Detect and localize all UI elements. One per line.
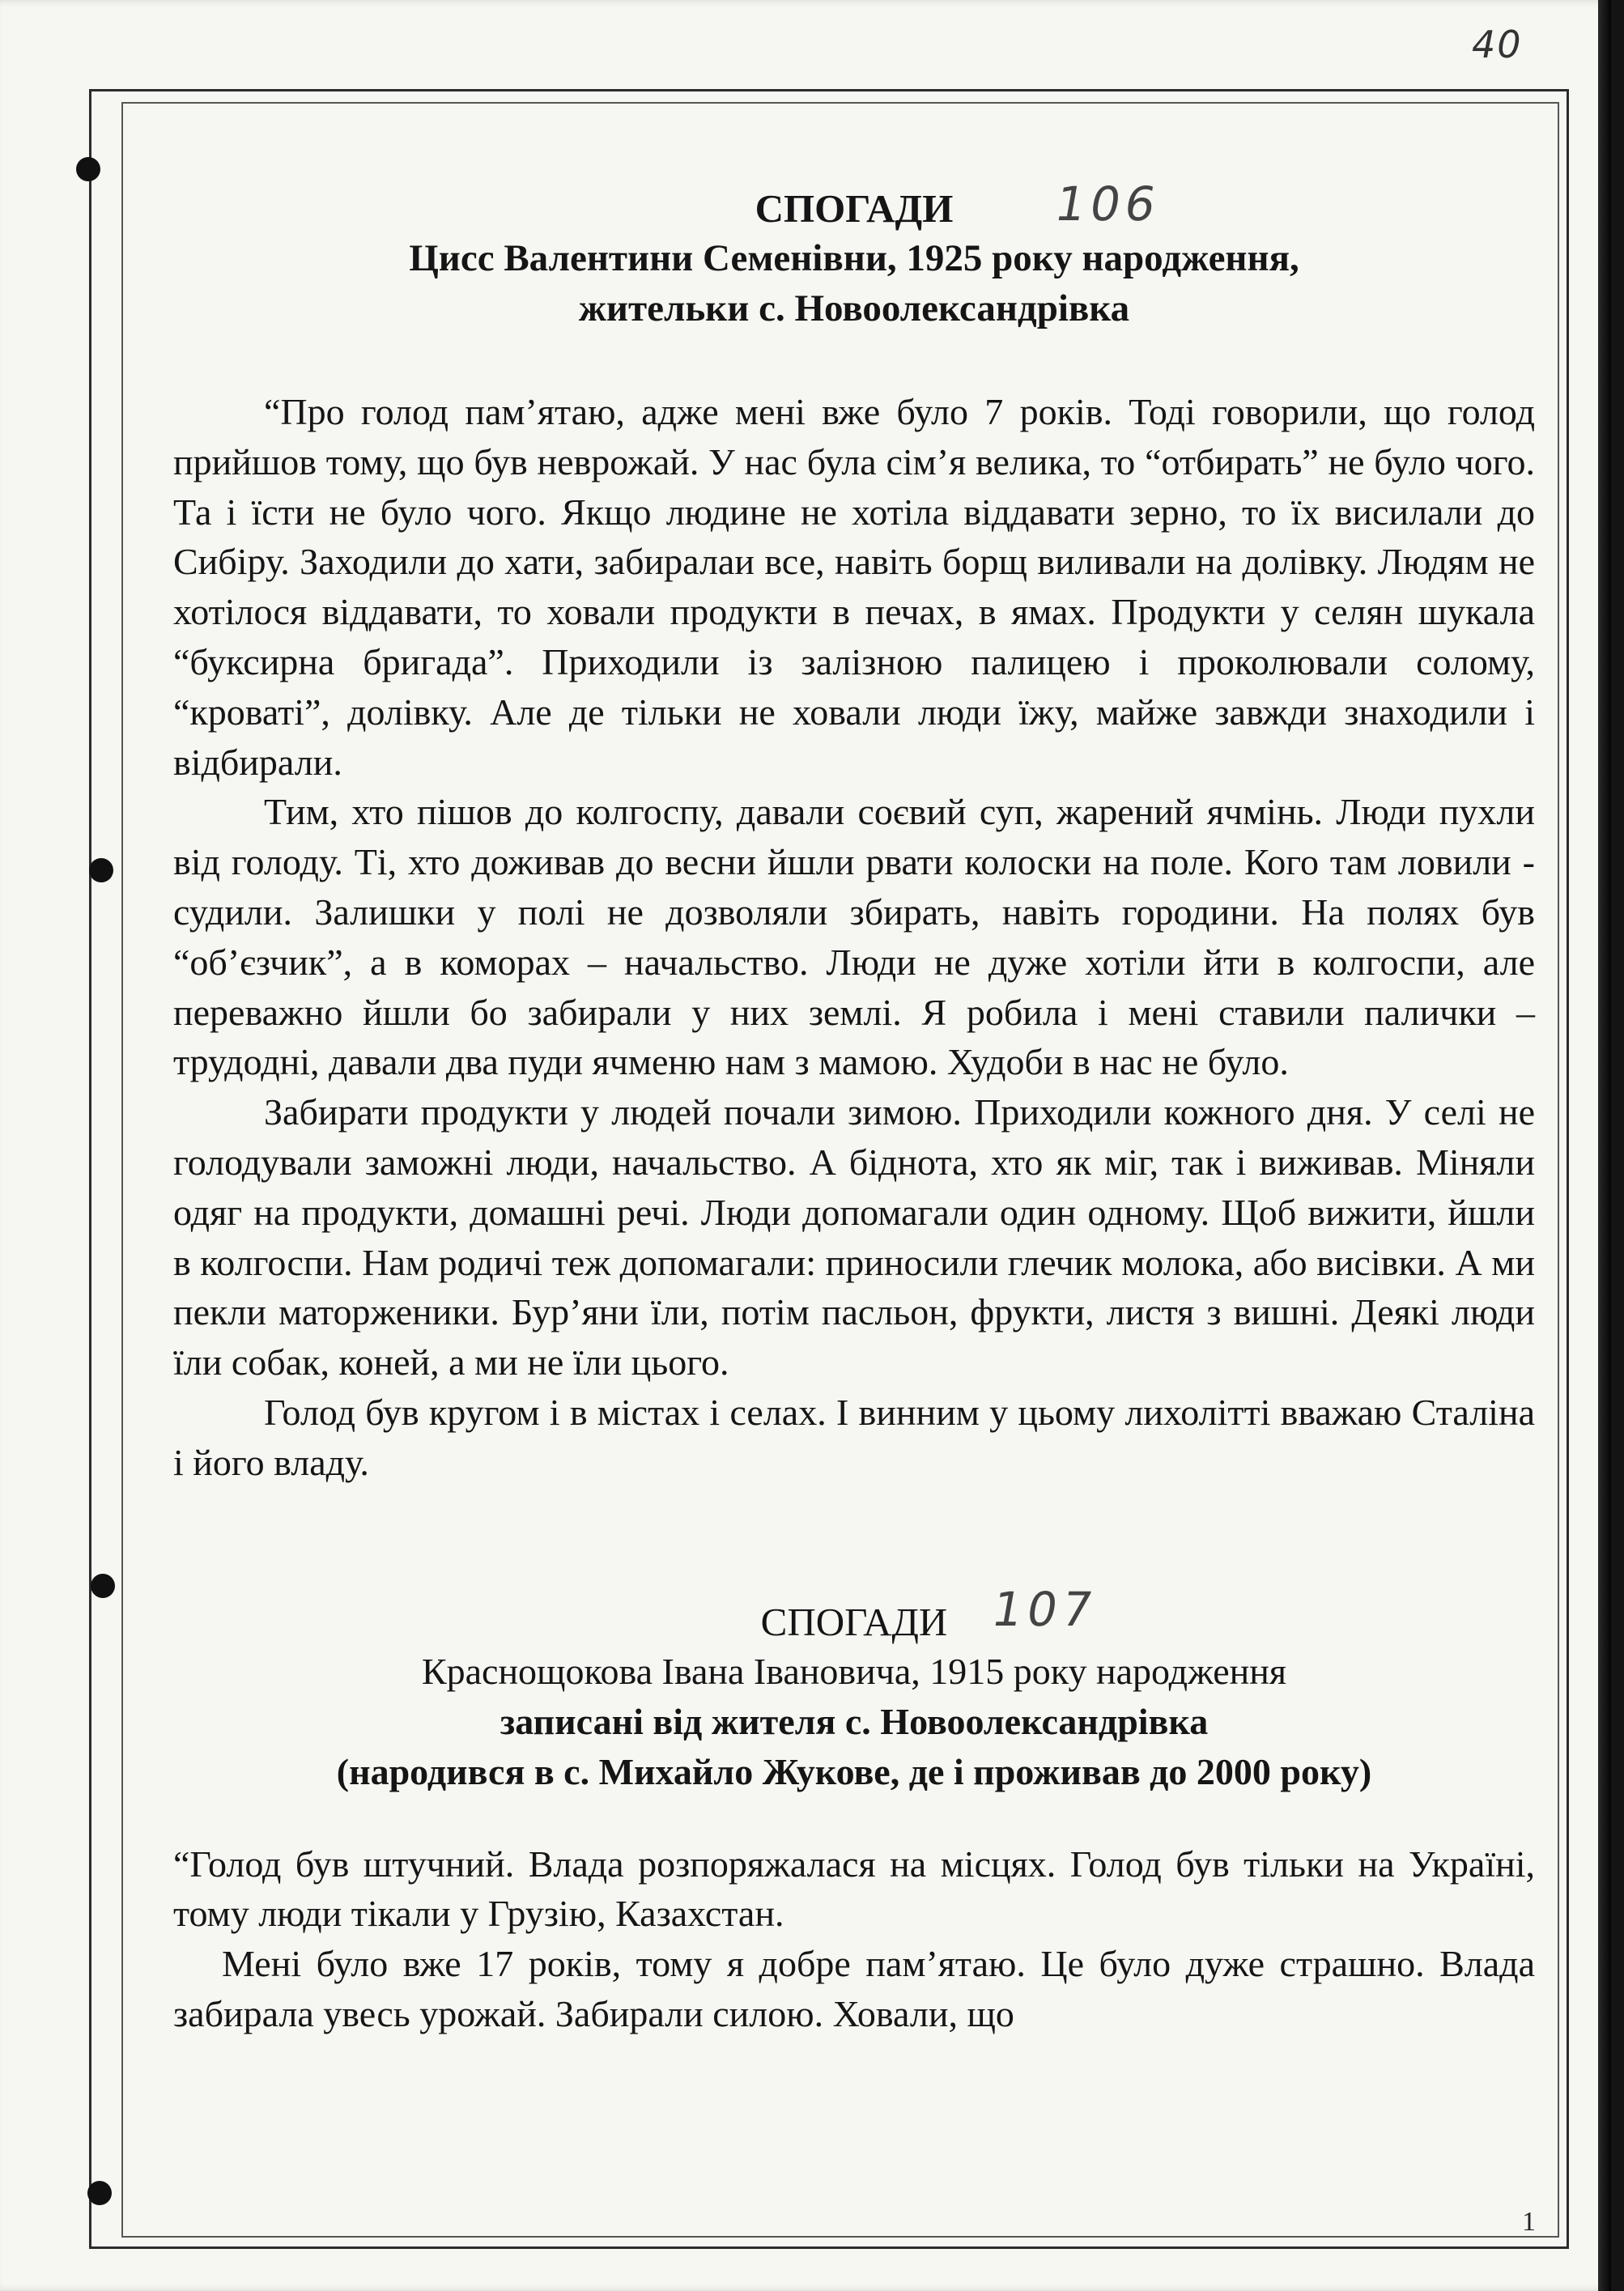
document-content [173,176,1535,2039]
punch-hole [89,858,113,882]
section1-title-row [173,176,1535,233]
section2-body [173,1839,1535,2039]
section2-subtitle-line1: Краснощокова Івана Івановича, 1915 року народження [421,1650,1287,1692]
section1-paragraph: Голод був кругом і в містах і селах. І винним у цьому лихолітті вважаю Сталіна і його владу. [173,1391,1535,1483]
section1-subtitle-line2: жительки с. Новоолександрівка [578,287,1130,329]
section1-paragraph: Тим, хто пішов до колгоспу, давали соєвий суп, жарений ячмінь. Люди пухли від голоду. Ті, хто доживав до весни йшли рвати колоски на поле. Кого там ловили - судили. Залишки у полі не дозволяли збирать, навіть городини. На полях був “об’єзчик”, а в коморах – начальство. Люди не дуже хотіли йти в колгоспи, але переважно йшли бо забирали у них землі. Я робила і мені ставили палички – трудодні, давали два пуди ячменю нам з мамою. Худоби в нас не було. [173,791,1535,1083]
section1-title: СПОГАДИ [755,186,954,231]
section2-title-row [173,1581,1535,1647]
punch-hole [91,1574,115,1598]
archive-page-number: 40 [1472,23,1523,66]
section1-handwritten-number: 106 [1051,176,1165,232]
section1-paragraph: Забирати продукти у людей почали зимою. Приходили кожного дня. У селі не голодували заможні люди, начальство. А біднота, хто як міг, так і виживав. Міняли одяг на продукти, домашні речі. Люди допомагали один одному. Щоб вижити, йшли в колгоспи. Нам родичі теж допомагали: приносили глечик молока, або висівки. А ми пекли маторженики. Бур’яни їли, потім пасльон, фрукти, листя з вишні. Деякі люди їли собак, коней, а ми не їли цього. [173,1091,1535,1384]
section2-paragraph: Мені було вже 17 років, тому я добре пам’ятаю. Це було дуже страшно. Влада забирала увесь урожай. Забирали силою. Ховали, що [173,1943,1535,2034]
page-edge [1598,0,1611,2291]
section2-handwritten-number: 107 [988,1581,1102,1637]
section2-title: СПОГАДИ [760,1599,948,1644]
section1-paragraph: “Про голод пам’ятаю, адже мені вже було 7 років. Тоді говорили, що голод прийшов тому, що був неврожай. У нас була сім’я велика, то “отбирать” не було чого. Та і їсти не було чого. Якщо людине не хотіла віддавати зерно, то їх висилали до Сибіру. Заходили до хати, забиралаи все, навіть борщ виливали на долівку. Людям не хотілося віддавати, то ховали продукти в печах, в ямах. Продукти у селян шукала “буксирна бригада”. Приходили із залізною палицею і проколювали солому, “кроваті”, долівку. Але де тільки не ховали люди їжу, майже завжди знаходили і відбирали. [173,391,1535,783]
section1-body [173,387,1535,1488]
page-number: 1 [1522,2207,1536,2237]
section2-paragraph: “Голод був штучний. Влада розпоряжалася на місцях. Голод був тільки на Україні, тому люди тікали у Грузію, Казахстан. [173,1843,1535,1935]
section1-subtitle-line1: Цисс Валентини Семенівни, 1925 року народження, [409,237,1299,279]
section2-subtitle-line2: записані від жителя с. Новоолександрівка [500,1700,1209,1742]
section2-subtitle-line3: (народився в с. Михайло Жукове, де і проживав до 2000 року) [336,1750,1372,1792]
punch-hole [87,2181,112,2205]
punch-hole [76,157,100,181]
